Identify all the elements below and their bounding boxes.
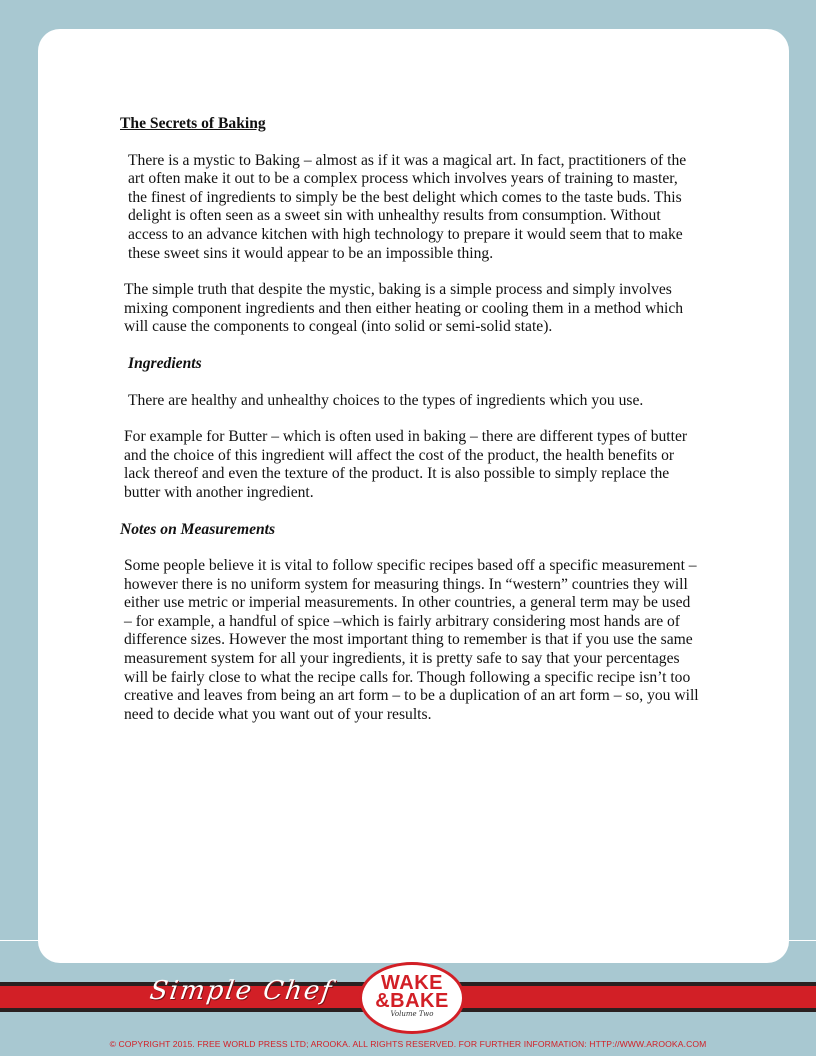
ingredients-paragraph: There are healthy and unhealthy choices to the types of ingredients which you use. — [128, 391, 644, 409]
wake-and-bake-logo — [359, 962, 465, 1034]
measurements-paragraph: Some people believe it is vital to follow specific recipes based off a specific measurement – however there is no uniform system for measuring things. In “western” countries they will either use metric or imperial measurements. In other countries, a general term may be used – for example, a handful of spice –which is fairly arbitrary considering most hands are of difference sizes. However the most important thing to remember is that if you use the same measurement system for all your ingredients, it is pretty safe to say that your percentages will be fairly close to what the recipe calls for. Though following a specific recipe isn’t too creative and leaves from being an art form – to be a duplication of an art form – so, you will need to decide what you want out of your results. — [124, 557, 699, 723]
copyright-notice: © COPYRIGHT 2015. FREE WORLD PRESS LTD; AROOKA. ALL RIGHTS RESERVED. FOR FURTHER INFORMATION: HTTP://WWW.AROOKA.COM — [109, 1039, 707, 1049]
butter-paragraph: For example for Butter – which is often used in baking – there are different types of butter and the choice of this ingredient will affect the cost of the product, the health benefits or lack thereof and even the texture of the product. It is also possible to simply replace the butter with another ingredient. — [124, 428, 688, 501]
intro-paragraph: There is a mystic to Baking – almost as if it was a magical art. In fact, practitioners of the art often make it out to be a complex process which involves years of training to master, the finest of ingredients to simply be the best delight which comes to the taste buds. This delight is often seen as a sweet sin with unhealthy results from consumption. Without access to an advance kitchen with high technology to prepare it would seem that to make these sweet sins it would appear to be an impossible thing. — [128, 151, 687, 262]
truth-paragraph: The simple truth that despite the mystic, baking is a simple process and simply involves mixing component ingredients and then either heating or cooling them in a method which will cause the components to congeal (into solid or semi-solid state). — [124, 281, 684, 336]
document-title: The Secrets of Baking — [120, 115, 266, 132]
logo-wake-text: WAKE — [381, 972, 443, 994]
measurements-heading: Notes on Measurements — [120, 520, 276, 538]
logo-bake-text: &BAKE — [375, 990, 449, 1012]
footer-divider — [0, 940, 816, 941]
ingredients-heading: Ingredients — [128, 354, 202, 372]
logo-volume-text: Volume Two — [390, 1010, 434, 1018]
document-body — [120, 115, 700, 742]
simple-chef-brand: Simple Chef — [147, 976, 336, 1006]
